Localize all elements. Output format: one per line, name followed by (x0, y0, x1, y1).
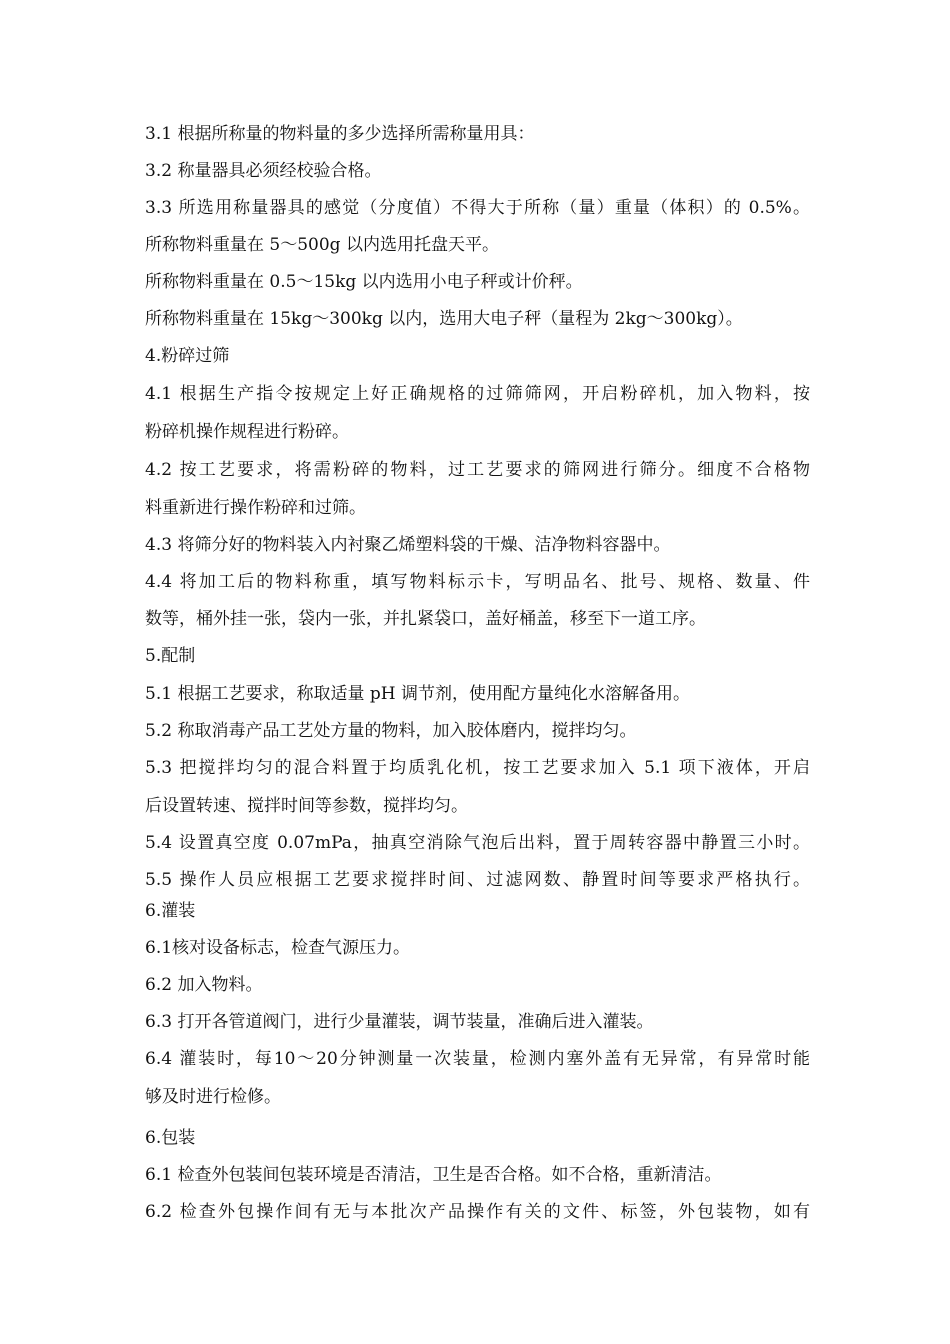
text-line-3-3: 3.3 所选用称量器具的感觉（分度值）不得大于所称（量）重量（体积）的 0.5%。 (145, 198, 810, 218)
text-line-5-5: 5.5 操作人员应根据工艺要求搅拌时间、过滤网数、静置时间等要求严格执行。 (145, 870, 810, 890)
text-line-balance-small: 所称物料重量在 5～500g 以内选用托盘天平。 (145, 235, 499, 255)
text-line-5-4: 5.4 设置真空度 0.07mPa，抽真空消除气泡后出料，置于周转容器中静置三小时。 (145, 833, 810, 853)
text-line-4-2: 4.2 按工艺要求，将需粉碎的物料，过工艺要求的筛网进行筛分。细度不合格物 (145, 460, 810, 480)
text-line-4-1: 4.1 根据生产指令按规定上好正确规格的过筛筛网，开启粉碎机，加入物料，按 (145, 384, 810, 404)
text-line-5-2: 5.2 称取消毒产品工艺处方量的物料，加入胶体磨内，搅拌均匀。 (145, 721, 637, 741)
text-line-4-4: 4.4 将加工后的物料称重，填写物料标示卡，写明品名、批号、规格、数量、件 (145, 572, 810, 592)
text-line-3-2: 3.2 称量器具必须经校验合格。 (145, 161, 382, 181)
text-line-6-4-filling: 6.4 灌装时，每10～20分钟测量一次装量，检测内塞外盖有无异常，有异常时能 (145, 1049, 810, 1069)
text-line-balance-large: 所称物料重量在 15kg～300kg 以内，选用大电子秤（量程为 2kg～300kg）。 (145, 309, 743, 329)
text-line-4-3: 4.3 将筛分好的物料装入内衬聚乙烯塑料袋的干燥、洁净物料容器中。 (145, 535, 671, 555)
text-line-6-2-packaging: 6.2 检查外包操作间有无与本批次产品操作有关的文件、标签，外包装物，如有 (145, 1202, 810, 1222)
section-heading-6-filling: 6.灌装 (145, 901, 196, 921)
section-heading-4: 4.粉碎过筛 (145, 346, 230, 366)
text-line-balance-medium: 所称物料重量在 0.5～15kg 以内选用小电子秤或计价秤。 (145, 272, 583, 292)
text-line-4-1-cont: 粉碎机操作规程进行粉碎。 (145, 422, 349, 442)
text-line-6-1-filling: 6.1核对设备标志，检查气源压力。 (145, 938, 411, 958)
text-line-5-3: 5.3 把搅拌均匀的混合料置于均质乳化机，按工艺要求加入 5.1 项下液体，开启 (145, 758, 810, 778)
text-line-6-2-filling: 6.2 加入物料。 (145, 975, 263, 995)
text-line-5-3-cont: 后设置转速、搅拌时间等参数，搅拌均匀。 (145, 796, 468, 816)
text-line-3-1: 3.1 根据所称量的物料量的多少选择所需称量用具： (145, 124, 535, 144)
section-heading-6-packaging: 6.包装 (145, 1128, 196, 1148)
text-line-6-3-filling: 6.3 打开各管道阀门，进行少量灌装，调节装量，准确后进入灌装。 (145, 1012, 654, 1032)
text-line-5-1: 5.1 根据工艺要求，称取适量 pH 调节剂，使用配方量纯化水溶解备用。 (145, 684, 690, 704)
text-line-6-1-packaging: 6.1 检查外包装间包装环境是否清洁，卫生是否合格。如不合格，重新清洁。 (145, 1165, 722, 1185)
text-line-6-4-filling-cont: 够及时进行检修。 (145, 1087, 281, 1107)
section-heading-5: 5.配制 (145, 646, 196, 666)
text-line-4-4-cont: 数等，桶外挂一张，袋内一张，并扎紧袋口，盖好桶盖，移至下一道工序。 (145, 609, 706, 629)
text-line-4-2-cont: 料重新进行操作粉碎和过筛。 (145, 498, 366, 518)
